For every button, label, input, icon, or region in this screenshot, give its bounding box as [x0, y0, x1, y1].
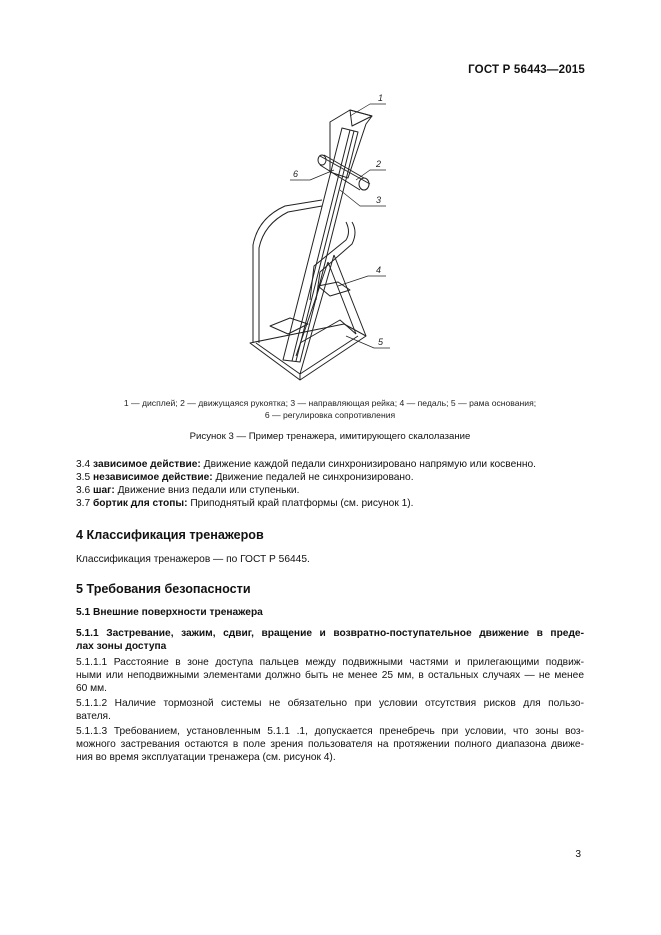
figure-legend-line-2: 6 — регулировка сопротивления: [264, 410, 396, 420]
handle-left-end: [318, 155, 326, 165]
subsection-5-1-1-title-line1: 5.1.1 Застревание, зажим, сдвиг, вращение и возвратно-поступательное движение в преде-: [76, 628, 584, 639]
definition-3-7: 3.7 бортик для стопы: Приподнятый край платформы (см. рисунок 1).: [76, 498, 414, 509]
subsection-5-1-1-title-line2: лах зоны доступа: [76, 641, 167, 652]
figure-legend-line-1: 1 — дисплей; 2 — движущаяся рукоятка; 3 — направляющая рейка; 4 — педаль; 5 — рама основания;: [123, 398, 537, 408]
callout-6: 6: [293, 169, 299, 179]
handle-right-end: [359, 178, 369, 190]
paragraph-5-1-1-1-line2: ными или неподвижными элементами должно быть не менее 25 мм, в остальных случаях — не менее: [76, 670, 584, 681]
side-rail-inner: [310, 222, 349, 300]
document-number-header: ГОСТ Р 56443—2015: [468, 64, 585, 76]
section-4-body: Классификация тренажеров — по ГОСТ Р 56445.: [76, 554, 310, 565]
paragraph-5-1-1-3-line2: можного застревания остаются в поле зрения пользователя на протяжении полного диапазона движе-: [76, 739, 584, 750]
rear-handrail-drawing: [253, 200, 322, 343]
paragraph-5-1-1-2-line2: вателя.: [76, 711, 111, 722]
display-face: [350, 110, 372, 126]
callout-4: 4: [376, 265, 382, 275]
base-frame-inner: [256, 336, 358, 374]
paragraph-5-1-1-1-line1: 5.1.1.1 Расстояние в зоне доступа пальцев между подвижными частями и прилегающими подвиж-: [76, 657, 584, 668]
paragraph-5-1-1-1-line3: 60 мм.: [76, 683, 108, 694]
climber-trainer-figure: [232, 86, 412, 386]
side-rail-drawing: [316, 222, 355, 300]
callout-2: 2: [376, 159, 382, 169]
subsection-5-1-title: 5.1 Внешние поверхности тренажера: [76, 607, 263, 618]
paragraph-5-1-1-2-line1: 5.1.1.2 Наличие тормозной системы не обязательно при условии отсутствия рисков для пользо-: [76, 698, 584, 709]
base-frame-drawing: [250, 324, 366, 380]
page-number: 3: [575, 849, 581, 860]
figure-caption: Рисунок 3 — Пример тренажера, имитирующего скалолазание: [189, 431, 471, 442]
definition-3-4: 3.4 зависимое действие: Движение каждой педали синхронизировано напрямую или косвенно.: [76, 459, 536, 470]
callout-1: 1: [378, 93, 384, 103]
support-frame-drawing: [296, 255, 366, 374]
section-5-title: 5 Требования безопасности: [76, 582, 251, 596]
definition-3-5: 3.5 независимое действие: Движение педалей не синхронизировано.: [76, 472, 414, 483]
callout-5: 5: [378, 337, 384, 347]
definition-3-6: 3.6 шаг: Движение вниз педали или ступеньки.: [76, 485, 300, 496]
guide-rail-drawing: [283, 128, 358, 362]
paragraph-5-1-1-3-line3: ния во время эксплуатации тренажера (см. рисунок 4).: [76, 752, 336, 763]
section-4-title: 4 Классификация тренажеров: [76, 528, 264, 542]
callout-3: 3: [376, 195, 382, 205]
paragraph-5-1-1-3-line1: 5.1.1.3 Требованием, установленным 5.1.1 .1, допускается пренебречь при условии, что зоны воз-: [76, 726, 584, 737]
